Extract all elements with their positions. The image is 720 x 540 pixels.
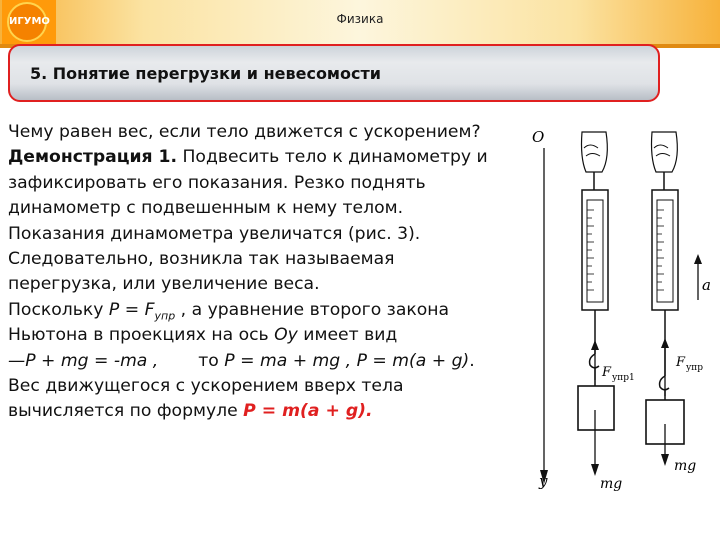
text-line-9 bbox=[8, 323, 533, 348]
text-span: , а уравнение второго закона bbox=[175, 299, 450, 320]
demo-label: Демонстрация 1. bbox=[8, 147, 178, 168]
text-span: динамометр с подвешенным к нему телом. bbox=[8, 198, 404, 219]
text-line-3 bbox=[8, 171, 533, 196]
formula-newton: —Р + mg = -ma , bbox=[8, 350, 159, 371]
axis-label-y: y bbox=[539, 472, 548, 490]
right-hook-icon bbox=[660, 376, 669, 390]
text-line-4 bbox=[8, 196, 533, 221]
text-line-12 bbox=[8, 399, 533, 424]
left-dynamometer-body bbox=[582, 190, 608, 310]
right-force-sub: упр bbox=[686, 363, 704, 373]
right-hand-icon bbox=[652, 132, 678, 172]
text-span: то bbox=[198, 350, 225, 371]
left-hand-icon bbox=[582, 132, 608, 172]
left-weight-label: mg bbox=[600, 476, 623, 492]
text-line-7 bbox=[8, 272, 533, 297]
section-title-box bbox=[8, 44, 660, 102]
text-line-11 bbox=[8, 374, 533, 399]
figure-dynamometers bbox=[530, 118, 720, 498]
accel-arrow-icon bbox=[694, 254, 702, 264]
logo-emblem: ИГУМО bbox=[7, 2, 47, 42]
formula-result: Р = m(a + g). bbox=[243, 401, 373, 422]
right-dynamometer-body bbox=[652, 190, 678, 310]
text-line-5 bbox=[8, 222, 533, 247]
left-hook-icon bbox=[590, 354, 599, 368]
text-span: перегрузка, или увеличение веса. bbox=[8, 274, 320, 295]
right-weight-arrow-icon bbox=[661, 454, 669, 466]
text-span: зафиксировать его показания. Резко поднять bbox=[8, 172, 426, 193]
right-force-arrow-icon bbox=[661, 338, 669, 348]
text-span: Ньютона в проекциях на ось bbox=[8, 325, 275, 346]
figure-svg bbox=[530, 118, 720, 498]
text-span: Следовательно, возникла так называемая bbox=[8, 248, 395, 269]
section-title: 5. Понятие перегрузки и невесомости bbox=[30, 64, 381, 83]
text-line-1 bbox=[8, 120, 533, 145]
header-title: Физика bbox=[336, 12, 384, 26]
formula-weight: Р = ma + mg , Р = m(a + g) bbox=[224, 350, 470, 371]
formula-p-f: Р = F bbox=[108, 299, 155, 320]
text-line-6 bbox=[8, 247, 533, 272]
text-question: Чему равен вес, если тело движется с ускорением? bbox=[8, 122, 481, 142]
axis-name: Оу bbox=[274, 325, 298, 346]
text-span: Поскольку bbox=[8, 299, 109, 320]
formula-subscript: упр bbox=[154, 309, 176, 323]
right-force-label: F bbox=[676, 355, 686, 370]
text-span: имеет вид bbox=[297, 325, 398, 346]
header-bar bbox=[0, 0, 720, 48]
text-line-10 bbox=[8, 349, 533, 374]
left-force-label: F bbox=[602, 365, 612, 380]
text-span: Вес движущегося с ускорением вверх тела bbox=[8, 375, 404, 396]
left-weight-arrow-icon bbox=[591, 464, 599, 476]
left-force-arrow-icon bbox=[591, 340, 599, 350]
accel-label: a bbox=[702, 276, 711, 294]
text-span: . bbox=[469, 350, 475, 371]
text-span: вычисляется по формуле bbox=[8, 401, 244, 422]
axis-label-o: O bbox=[532, 128, 545, 146]
left-weight-block bbox=[578, 386, 614, 430]
text-line-2 bbox=[8, 145, 533, 170]
body-text bbox=[8, 120, 533, 425]
left-force-sub: упр1 bbox=[612, 373, 635, 383]
right-weight-label: mg bbox=[674, 458, 697, 474]
text-line-8 bbox=[8, 298, 533, 323]
text-span: Подвесить тело к динамометру и bbox=[177, 147, 488, 168]
text-span: Показания динамометра увеличатся (рис. 3). bbox=[8, 223, 421, 244]
